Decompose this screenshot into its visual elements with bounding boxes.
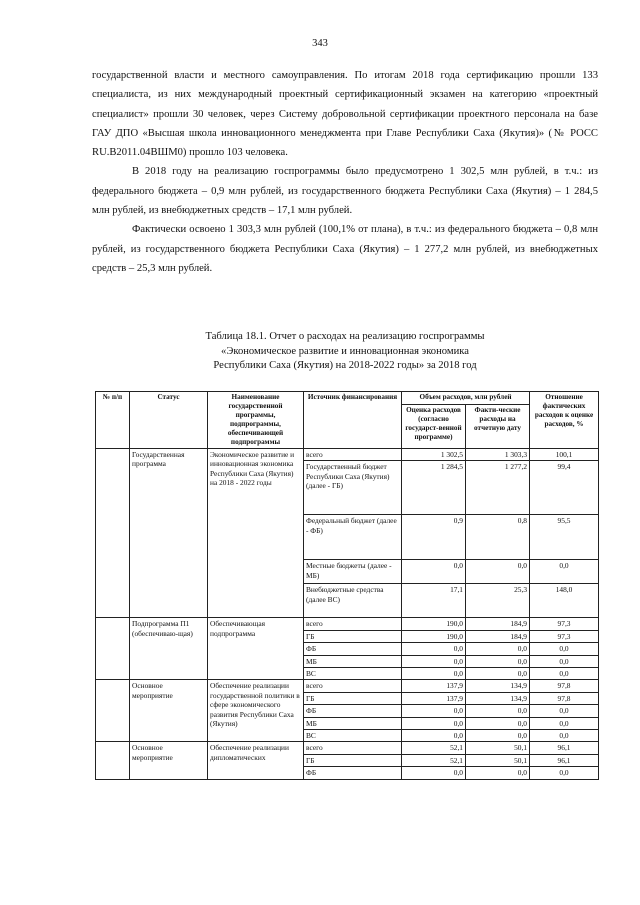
cell-estimate: 0,0 bbox=[402, 668, 466, 680]
cell-estimate: 0,0 bbox=[402, 643, 466, 655]
cell-source: Государственный бюджет Республики Саха (Якутия) (далее - ГБ) bbox=[304, 461, 402, 515]
cell-source: ВС bbox=[304, 730, 402, 742]
cell-estimate: 0,0 bbox=[402, 730, 466, 742]
cell-estimate: 0,9 bbox=[402, 515, 466, 560]
cell-actual: 134,9 bbox=[466, 692, 530, 704]
body-text bbox=[92, 66, 598, 278]
cell-num bbox=[96, 680, 130, 742]
cell-ratio: 96,1 bbox=[530, 754, 599, 766]
cell-estimate: 0,0 bbox=[402, 560, 466, 584]
cell-estimate: 0,0 bbox=[402, 655, 466, 667]
table-title bbox=[92, 330, 598, 374]
table-title-line: Таблица 18.1. Отчет о расходах на реализацию госпрограммы bbox=[205, 331, 485, 342]
cell-actual: 1 277,2 bbox=[466, 461, 530, 515]
cell-estimate: 0,0 bbox=[402, 705, 466, 717]
cell-num bbox=[96, 449, 130, 618]
cell-source: Внебюджетные средства (далее ВС) bbox=[304, 584, 402, 618]
cell-estimate: 17,1 bbox=[402, 584, 466, 618]
cell-name: Обеспечение реализации государственной политики в сфере экономического развития Республики Саха (Якутия) bbox=[208, 680, 304, 742]
cell-ratio: 97,3 bbox=[530, 618, 599, 630]
cell-actual: 0,0 bbox=[466, 705, 530, 717]
cell-estimate: 190,0 bbox=[402, 630, 466, 642]
table-row bbox=[96, 680, 599, 692]
cell-estimate: 1 302,5 bbox=[402, 449, 466, 461]
cell-source: ФБ bbox=[304, 767, 402, 779]
cell-ratio: 97,8 bbox=[530, 680, 599, 692]
cell-status: Государственная программа bbox=[130, 449, 208, 618]
cell-ratio: 0,0 bbox=[530, 643, 599, 655]
cell-actual: 0,0 bbox=[466, 717, 530, 729]
paragraph: Фактически освоено 1 303,3 млн рублей (100,1% от плана), в т.ч.: из федерального бюджета – 0,8 млн рублей, из государственного бюджета Республики Саха (Якутия) – 1 277,2 млн рублей, из внебюджетных средств – 25,3 млн рублей. bbox=[92, 224, 598, 274]
cell-actual: 0,0 bbox=[466, 767, 530, 779]
paragraph: государственной власти и местного самоуправления. По итогам 2018 года сертификацию прошли 133 специалиста, из них международный проектный сертификационный экзамен на категорию «проектный специалист» прошли 30 человек, через Систему добровольной сертификации проектного персонала на базе ГАУ ДПО «Высшая школа инновационного менеджмента при Главе Республики Саха (Якутия)» (№ РОСС RU.B2011.04ВШМ0) прошло 103 человека. bbox=[92, 70, 598, 159]
cell-actual: 25,3 bbox=[466, 584, 530, 618]
cell-ratio: 99,4 bbox=[530, 461, 599, 515]
header-ratio: Отношение фактических расходов к оценке расходов, % bbox=[530, 392, 599, 449]
cell-actual: 134,9 bbox=[466, 680, 530, 692]
cell-estimate: 52,1 bbox=[402, 742, 466, 754]
cell-source: ВС bbox=[304, 668, 402, 680]
cell-ratio: 0,0 bbox=[530, 717, 599, 729]
cell-source: ГБ bbox=[304, 630, 402, 642]
cell-estimate: 0,0 bbox=[402, 767, 466, 779]
header-actual: Факти-ческие расходы на отчетную дату bbox=[466, 405, 530, 449]
cell-source: всего bbox=[304, 449, 402, 461]
cell-source: ГБ bbox=[304, 692, 402, 704]
table-body bbox=[96, 449, 599, 780]
cell-actual: 0,8 bbox=[466, 515, 530, 560]
expense-report-table bbox=[95, 391, 599, 780]
header-num: № п/п bbox=[96, 392, 130, 449]
header-source: Источник финансирования bbox=[304, 392, 402, 449]
paragraph: В 2018 году на реализацию госпрограммы было предусмотрено 1 302,5 млн рублей, в т.ч.: из федерального бюджета – 0,9 млн рублей, из государственного бюджета Республики Саха (Якутия) – 1 284,5 млн рублей, из внебюджетных средств – 17,1 млн рублей. bbox=[92, 166, 598, 217]
cell-actual: 0,0 bbox=[466, 668, 530, 680]
cell-source: Местные бюджеты (далее - МБ) bbox=[304, 560, 402, 584]
cell-source: ФБ bbox=[304, 705, 402, 717]
cell-actual: 1 303,3 bbox=[466, 449, 530, 461]
header-status: Статус bbox=[130, 392, 208, 449]
cell-ratio: 0,0 bbox=[530, 767, 599, 779]
table-header-row bbox=[96, 392, 599, 405]
cell-ratio: 97,8 bbox=[530, 692, 599, 704]
cell-source: всего bbox=[304, 680, 402, 692]
cell-actual: 184,9 bbox=[466, 618, 530, 630]
cell-ratio: 0,0 bbox=[530, 655, 599, 667]
cell-actual: 50,1 bbox=[466, 742, 530, 754]
cell-status: Подпрограмма П1 (обеспечиваю-щая) bbox=[130, 618, 208, 680]
cell-source: ФБ bbox=[304, 643, 402, 655]
cell-actual: 184,9 bbox=[466, 630, 530, 642]
cell-ratio: 100,1 bbox=[530, 449, 599, 461]
table-title-line: «Экономическое развитие и инновационная экономика bbox=[221, 345, 469, 357]
table-row bbox=[96, 449, 599, 461]
cell-actual: 0,0 bbox=[466, 643, 530, 655]
cell-actual: 0,0 bbox=[466, 560, 530, 584]
cell-ratio: 148,0 bbox=[530, 584, 599, 618]
cell-estimate: 1 284,5 bbox=[402, 461, 466, 515]
cell-ratio: 0,0 bbox=[530, 668, 599, 680]
cell-source: Федеральный бюджет (далее - ФБ) bbox=[304, 515, 402, 560]
cell-ratio: 0,0 bbox=[530, 560, 599, 584]
cell-num bbox=[96, 742, 130, 779]
cell-estimate: 190,0 bbox=[402, 618, 466, 630]
cell-name: Обеспечивающая подпрограмма bbox=[208, 618, 304, 680]
cell-actual: 0,0 bbox=[466, 655, 530, 667]
table-row bbox=[96, 618, 599, 630]
cell-ratio: 97,3 bbox=[530, 630, 599, 642]
cell-estimate: 137,9 bbox=[402, 692, 466, 704]
cell-source: МБ bbox=[304, 655, 402, 667]
cell-actual: 0,0 bbox=[466, 730, 530, 742]
cell-ratio: 96,1 bbox=[530, 742, 599, 754]
cell-source: ГБ bbox=[304, 754, 402, 766]
table-row bbox=[96, 742, 599, 754]
cell-name: Обеспечение реализации дипломатических bbox=[208, 742, 304, 779]
header-name: Наименование государственной программы, подпрограммы, обеспечивающей подпрограммы bbox=[208, 392, 304, 449]
cell-ratio: 0,0 bbox=[530, 730, 599, 742]
cell-ratio: 0,0 bbox=[530, 705, 599, 717]
cell-estimate: 137,9 bbox=[402, 680, 466, 692]
cell-actual: 50,1 bbox=[466, 754, 530, 766]
table-title-line: Республики Саха (Якутия) на 2018-2022 годы» за 2018 год bbox=[213, 360, 477, 371]
cell-status: Основное мероприятие bbox=[130, 742, 208, 779]
cell-source: всего bbox=[304, 618, 402, 630]
cell-status: Основное мероприятие bbox=[130, 680, 208, 742]
page-number: 343 bbox=[312, 38, 328, 49]
cell-name: Экономическое развитие и инновационная экономика Республики Саха (Якутия) на 2018 - 2022 годы bbox=[208, 449, 304, 618]
cell-source: всего bbox=[304, 742, 402, 754]
cell-source: МБ bbox=[304, 717, 402, 729]
header-volume: Объем расходов, млн рублей bbox=[402, 392, 530, 405]
cell-estimate: 0,0 bbox=[402, 717, 466, 729]
header-estimate: Оценка расходов (согласно государст-венной программе) bbox=[402, 405, 466, 449]
cell-ratio: 95,5 bbox=[530, 515, 599, 560]
cell-num bbox=[96, 618, 130, 680]
cell-estimate: 52,1 bbox=[402, 754, 466, 766]
